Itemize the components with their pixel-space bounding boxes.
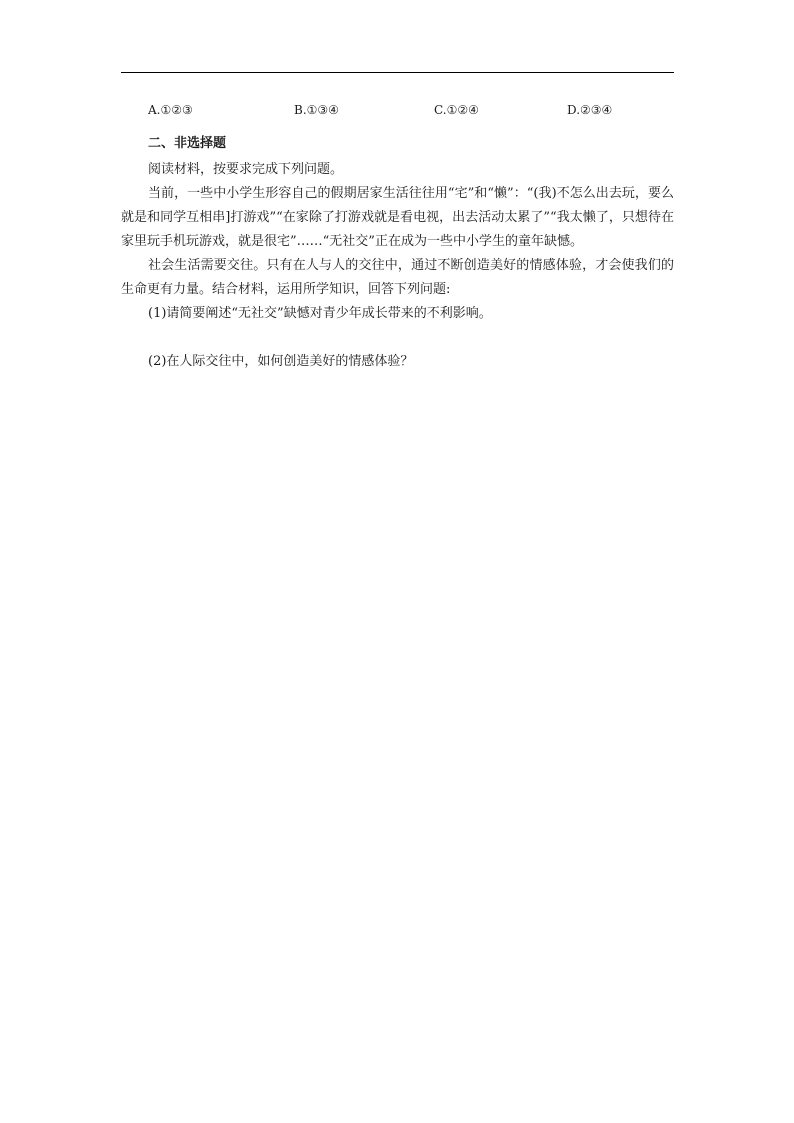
option-d: D.②③④ — [567, 103, 613, 117]
instruction-text: 阅读材料，按要求完成下列问题。 — [148, 162, 344, 177]
material-paragraph-1: 当前，一些中小学生形容自己的假期居家生活往往用“宅”和“懒”：“(我)不怎么出去玩，要么就是和同学互相串]打游戏”“在家除了打游戏就是看电视，出去活动太累了”“我太懒了，只想待在家里玩手机玩游戏，就是很宅”……“无社交”正在成为一些中小学生的童年缺憾。 — [121, 186, 674, 249]
header-rule — [121, 72, 674, 73]
question-content — [121, 158, 674, 374]
option-a: A.①②③ — [148, 103, 193, 117]
question-2: (2)在人际交往中，如何创造美好的情感体验？ — [148, 354, 414, 369]
question-1: (1)请简要阐述“无社交”缺憾对青少年成长带来的不利影响。 — [148, 306, 492, 321]
material-paragraph-2: 社会生活需要交往。只有在人与人的交往中，通过不断创造美好的情感体验，才会使我们的生命更有力量。结合材料，运用所学知识，回答下列问题: — [121, 258, 674, 297]
option-b: B.①③④ — [294, 103, 339, 117]
option-c: C.①②④ — [434, 103, 479, 117]
section-heading: 二、非选择题 — [148, 136, 227, 151]
answer-options — [0, 103, 794, 123]
